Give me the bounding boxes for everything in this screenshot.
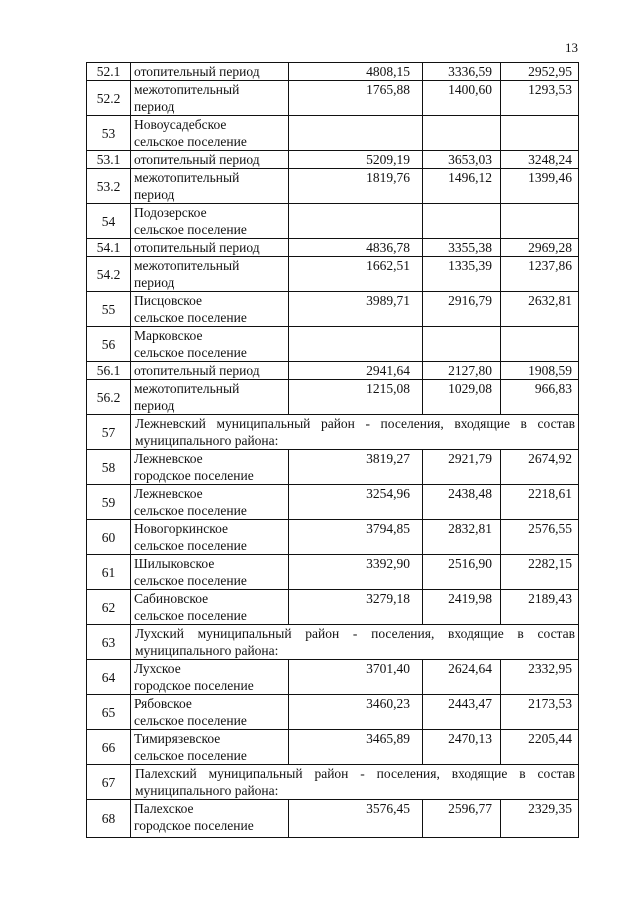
value-cell-2: 2916,79	[423, 292, 501, 327]
row-number: 62	[87, 590, 131, 625]
settlement-name: Лухское городское поселение	[131, 660, 289, 695]
value-cell-1: 3392,90	[289, 555, 423, 590]
row-number: 68	[87, 800, 131, 838]
row-number: 54.2	[87, 257, 131, 292]
table-row	[87, 555, 579, 590]
value-cell-3: 2952,95	[501, 63, 579, 81]
value-cell-3	[501, 327, 579, 362]
settlement-name: Новоусадебское сельское поселение	[131, 116, 289, 151]
district-heading: Лухский муниципальный район - поселения, входящие в состав муниципального района:	[131, 625, 579, 660]
row-number: 56.2	[87, 380, 131, 415]
value-cell-3: 2218,61	[501, 485, 579, 520]
value-cell-3: 2329,35	[501, 800, 579, 838]
table-row	[87, 327, 579, 362]
settlement-name: Подозерское сельское поселение	[131, 204, 289, 239]
value-cell-1: 3794,85	[289, 520, 423, 555]
settlement-name: отопительный период	[131, 151, 289, 169]
value-cell-3: 3248,24	[501, 151, 579, 169]
value-cell-3: 2205,44	[501, 730, 579, 765]
table-row	[87, 81, 579, 116]
value-cell-2: 1400,60	[423, 81, 501, 116]
table-row	[87, 257, 579, 292]
table-row	[87, 730, 579, 765]
table-row	[87, 800, 579, 838]
table-row	[87, 660, 579, 695]
table-row	[87, 204, 579, 239]
value-cell-3: 2969,28	[501, 239, 579, 257]
value-cell-3: 1399,46	[501, 169, 579, 204]
value-cell-3	[501, 116, 579, 151]
settlement-name: Лежневское городское поселение	[131, 450, 289, 485]
value-cell-1: 1662,51	[289, 257, 423, 292]
value-cell-1: 3465,89	[289, 730, 423, 765]
value-cell-2: 2921,79	[423, 450, 501, 485]
value-cell-2	[423, 204, 501, 239]
value-cell-2: 2624,64	[423, 660, 501, 695]
value-cell-2: 3336,59	[423, 63, 501, 81]
value-cell-1: 5209,19	[289, 151, 423, 169]
value-cell-2: 2470,13	[423, 730, 501, 765]
row-number: 56	[87, 327, 131, 362]
row-number: 54	[87, 204, 131, 239]
value-cell-1: 3254,96	[289, 485, 423, 520]
value-cell-2: 2438,48	[423, 485, 501, 520]
row-number: 54.1	[87, 239, 131, 257]
row-number: 67	[87, 765, 131, 800]
table-row	[87, 63, 579, 81]
settlement-name: межотопительный период	[131, 169, 289, 204]
row-number: 63	[87, 625, 131, 660]
row-number: 66	[87, 730, 131, 765]
value-cell-3	[501, 204, 579, 239]
value-cell-3: 1237,86	[501, 257, 579, 292]
settlement-name: Палехское городское поселение	[131, 800, 289, 838]
table-row	[87, 695, 579, 730]
value-cell-1: 3989,71	[289, 292, 423, 327]
settlement-name: межотопительный период	[131, 81, 289, 116]
value-cell-3: 2674,92	[501, 450, 579, 485]
table-row	[87, 520, 579, 555]
settlement-name: Сабиновское сельское поселение	[131, 590, 289, 625]
settlement-name: отопительный период	[131, 63, 289, 81]
row-number: 52.1	[87, 63, 131, 81]
table-row	[87, 239, 579, 257]
district-heading: Лежневский муниципальный район - поселения, входящие в состав муниципального района:	[131, 415, 579, 450]
value-cell-3: 2282,15	[501, 555, 579, 590]
row-number: 55	[87, 292, 131, 327]
value-cell-1	[289, 116, 423, 151]
settlement-name: межотопительный период	[131, 380, 289, 415]
settlement-name: Рябовское сельское поселение	[131, 695, 289, 730]
value-cell-2: 2516,90	[423, 555, 501, 590]
value-cell-3: 966,83	[501, 380, 579, 415]
value-cell-1	[289, 327, 423, 362]
settlement-name: межотопительный период	[131, 257, 289, 292]
value-cell-2: 1496,12	[423, 169, 501, 204]
value-cell-1: 1215,08	[289, 380, 423, 415]
value-cell-2: 1335,39	[423, 257, 501, 292]
row-number: 64	[87, 660, 131, 695]
value-cell-2: 2832,81	[423, 520, 501, 555]
table-row	[87, 765, 579, 800]
value-cell-3: 2576,55	[501, 520, 579, 555]
district-heading: Палехский муниципальный район - поселения, входящие в состав муниципального района:	[131, 765, 579, 800]
row-number: 53.2	[87, 169, 131, 204]
value-cell-2: 3355,38	[423, 239, 501, 257]
settlement-name: отопительный период	[131, 239, 289, 257]
value-cell-1: 3701,40	[289, 660, 423, 695]
table-row	[87, 380, 579, 415]
table-row	[87, 450, 579, 485]
row-number: 59	[87, 485, 131, 520]
tariff-table	[86, 62, 579, 838]
settlement-name: Шилыковское сельское поселение	[131, 555, 289, 590]
table-row	[87, 169, 579, 204]
value-cell-1: 3460,23	[289, 695, 423, 730]
value-cell-2: 2596,77	[423, 800, 501, 838]
value-cell-3: 2189,43	[501, 590, 579, 625]
value-cell-1: 3819,27	[289, 450, 423, 485]
value-cell-3: 2632,81	[501, 292, 579, 327]
value-cell-1: 3279,18	[289, 590, 423, 625]
value-cell-2: 2419,98	[423, 590, 501, 625]
row-number: 60	[87, 520, 131, 555]
value-cell-2	[423, 116, 501, 151]
value-cell-3: 1908,59	[501, 362, 579, 380]
value-cell-1: 3576,45	[289, 800, 423, 838]
table-row	[87, 292, 579, 327]
value-cell-1: 1819,76	[289, 169, 423, 204]
value-cell-2: 3653,03	[423, 151, 501, 169]
row-number: 57	[87, 415, 131, 450]
value-cell-1: 4808,15	[289, 63, 423, 81]
row-number: 53.1	[87, 151, 131, 169]
table-row	[87, 625, 579, 660]
row-number: 58	[87, 450, 131, 485]
settlement-name: отопительный период	[131, 362, 289, 380]
value-cell-2: 1029,08	[423, 380, 501, 415]
value-cell-1: 2941,64	[289, 362, 423, 380]
value-cell-1: 4836,78	[289, 239, 423, 257]
table-row	[87, 362, 579, 380]
table-row	[87, 415, 579, 450]
value-cell-3: 2332,95	[501, 660, 579, 695]
row-number: 52.2	[87, 81, 131, 116]
value-cell-2	[423, 327, 501, 362]
value-cell-2: 2443,47	[423, 695, 501, 730]
settlement-name: Новогоркинское сельское поселение	[131, 520, 289, 555]
table-row	[87, 590, 579, 625]
row-number: 56.1	[87, 362, 131, 380]
row-number: 61	[87, 555, 131, 590]
value-cell-3: 2173,53	[501, 695, 579, 730]
row-number: 53	[87, 116, 131, 151]
settlement-name: Тимирязевское сельское поселение	[131, 730, 289, 765]
settlement-name: Писцовское сельское поселение	[131, 292, 289, 327]
row-number: 65	[87, 695, 131, 730]
table-row	[87, 151, 579, 169]
value-cell-1	[289, 204, 423, 239]
table-row	[87, 116, 579, 151]
table-row	[87, 485, 579, 520]
value-cell-2: 2127,80	[423, 362, 501, 380]
settlement-name: Марковское сельское поселение	[131, 327, 289, 362]
settlement-name: Лежневское сельское поселение	[131, 485, 289, 520]
value-cell-3: 1293,53	[501, 81, 579, 116]
value-cell-1: 1765,88	[289, 81, 423, 116]
page-number: 13	[565, 40, 578, 55]
